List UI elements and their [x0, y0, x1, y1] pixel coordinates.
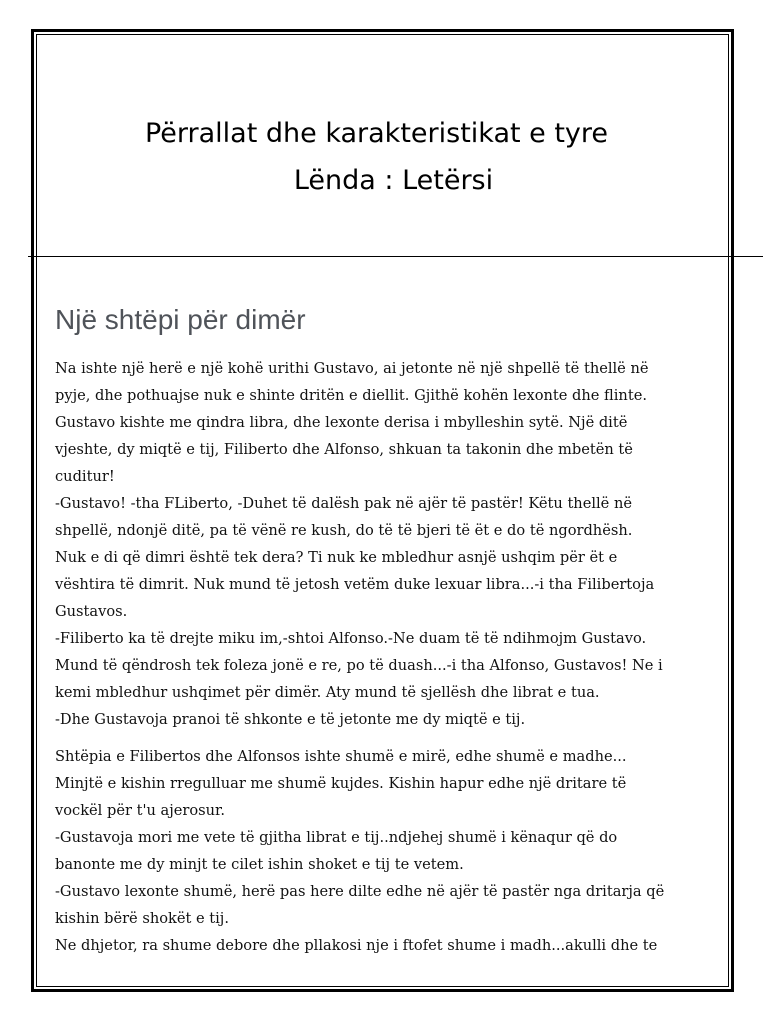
title-block	[36, 110, 713, 204]
text-line: vjeshte, dy miqtë e tij, Filiberto dhe Alfonso, shkuan ta takonin dhe mbetën të	[55, 441, 633, 458]
story-body	[55, 355, 715, 959]
paragraph-2	[55, 743, 715, 959]
paragraph-spacer	[55, 733, 715, 743]
document-title: Përrallat dhe karakteristikat e tyre	[144, 118, 609, 149]
text-line: Gustavo kishte me qindra libra, dhe lexonte derisa i mbylleshin sytë. Një ditë	[55, 414, 628, 431]
text-line: Na ishte një herë e një kohë urithi Gustavo, ai jetonte në një shpellë të thellë në	[55, 360, 649, 377]
text-line: banonte me dy minjt te cilet ishin shoket e tij te vetem.	[55, 856, 464, 873]
text-line: vështira të dimrit. Nuk mund të jetosh vetëm duke lexuar libra...-i tha Filibertoja	[55, 576, 655, 593]
text-line: -Gustavo lexonte shumë, herë pas here dilte edhe në ajër të pastër nga dritarja që	[55, 883, 665, 900]
text-line: -Gustavoja mori me vete të gjitha librat e tij..ndjehej shumë i kënaqur që do	[55, 829, 618, 846]
paragraph-1	[55, 355, 715, 733]
text-line: Gustavos.	[55, 603, 128, 620]
text-line: vockël për t'u ajerosur.	[55, 802, 226, 819]
text-line: Nuk e di që dimri është tek dera? Ti nuk ke mbledhur asnjë ushqim për ët e	[55, 549, 618, 566]
text-line: Mund të qëndrosh tek foleza jonë e re, po të duash...-i tha Alfonso, Gustavos! Ne i	[55, 657, 663, 674]
text-line: cuditur!	[55, 468, 115, 485]
text-line: kemi mbledhur ushqimet për dimër. Aty mund të sjellësh dhe librat e tua.	[55, 684, 600, 701]
text-line: pyje, dhe pothuajse nuk e shinte dritën e diellit. Gjithë kohën lexonte dhe flinte.	[55, 387, 647, 404]
text-line: -Dhe Gustavoja pranoi të shkonte e të jetonte me dy miqtë e tij.	[55, 711, 526, 728]
text-line: -Gustavo! -tha FLiberto, -Duhet të dalësh pak në ajër të pastër! Këtu thellë në	[55, 495, 632, 512]
text-line: Minjtë e kishin rregulluar me shumë kujdes. Kishin hapur edhe një dritare të	[55, 775, 627, 792]
text-line: -Filiberto ka të drejte miku im,-shtoi Alfonso.-Ne duam të të ndihmojm Gustavo.	[55, 630, 647, 647]
text-line: shpellë, ndonjë ditë, pa të vënë re kush, do të të bjeri të ët e do të ngordhësh.	[55, 522, 633, 539]
section-divider	[28, 256, 763, 257]
document-subject: Lënda : Letërsi	[293, 165, 494, 196]
text-line: kishin bërë shokët e tij.	[55, 910, 229, 927]
text-line: Ne dhjetor, ra shume debore dhe pllakosi nje i ftofet shume i madh...akulli dhe te	[55, 937, 658, 954]
text-line: Shtëpia e Filibertos dhe Alfonsos ishte shumë e mirë, edhe shumë e madhe...	[55, 748, 627, 765]
story-heading: Një shtëpi për dimër	[55, 304, 306, 335]
